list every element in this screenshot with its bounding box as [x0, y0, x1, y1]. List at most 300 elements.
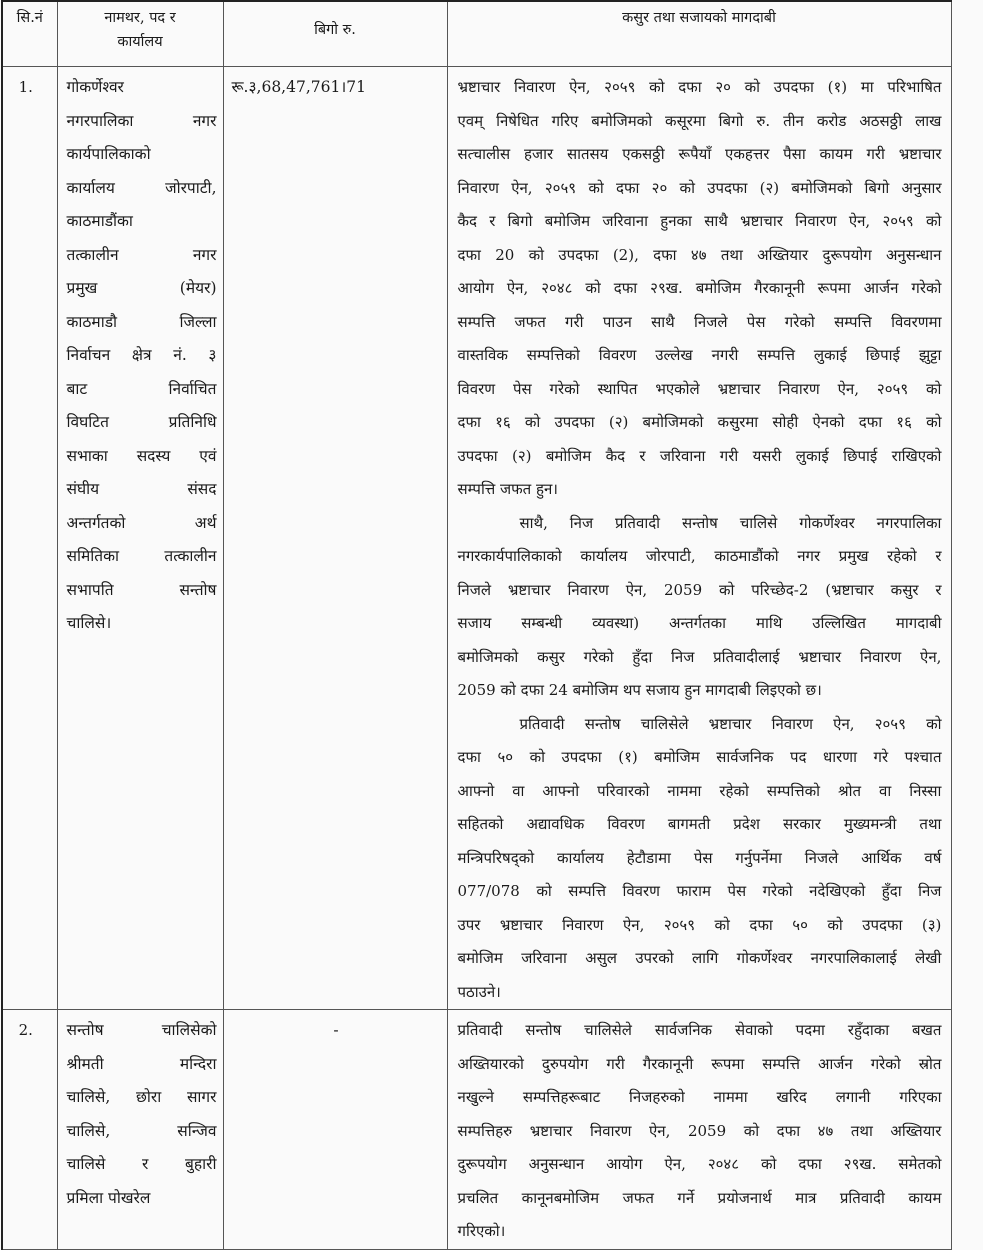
claim-word: अन्तर्गतका: [669, 614, 727, 632]
name-word: संसद: [187, 480, 217, 498]
claim-word: को: [585, 279, 601, 297]
claim-word: उल्लेख: [655, 346, 693, 364]
name-word: नगरपालिका: [66, 111, 134, 130]
claim-text-line: [458, 942, 942, 976]
claim-text-line: [458, 406, 942, 440]
claim-word: निवारण: [567, 580, 609, 599]
claim-word: दफा: [749, 915, 773, 934]
claim-text-line: [458, 976, 942, 1010]
name-word: विघटित: [66, 413, 109, 431]
claim-word: लेखी: [915, 949, 942, 967]
header-name: [57, 1, 223, 67]
name-line: [67, 1081, 217, 1115]
name-word: चालिसे: [66, 1155, 106, 1173]
claim-word: प्रतिवादीलाई: [713, 647, 780, 666]
claim-word: गरेको: [583, 647, 614, 666]
claim-word: श्रोत: [837, 781, 862, 800]
claim-word: २९ख.: [843, 1155, 877, 1173]
claim-word: गरी: [866, 145, 885, 163]
claim-word: को: [528, 245, 545, 264]
claim-word: को: [536, 882, 552, 900]
claim-word: कसुर: [537, 647, 565, 666]
claim-word: सजाय: [457, 614, 492, 632]
charge-table: [1, 0, 952, 1250]
claim-word: सन्तोष: [525, 1021, 562, 1039]
claim-word: आफ्नो: [457, 781, 495, 800]
claim-word: छिपाई: [865, 346, 900, 364]
claim-word: ४७: [690, 245, 707, 264]
claim-word: कैद: [605, 446, 626, 465]
claim-word: प्रतिवादी: [457, 1021, 503, 1039]
claim-word: खरिद: [776, 1088, 807, 1106]
name-word: मन्दिरा: [179, 1054, 217, 1073]
claim-word: समेतको: [898, 1155, 942, 1173]
claim-word: भ्रष्टाचार: [717, 379, 761, 398]
claim-word: सम्पत्ति: [757, 346, 795, 364]
header-name-line2: कार्यालय: [117, 34, 163, 50]
header-amount-text: बिगो रु.: [314, 22, 356, 38]
claim-word: नगरपालिकालाई: [810, 949, 897, 967]
claim-word: पश्चात: [904, 748, 942, 766]
claim-word: कैद: [457, 212, 477, 230]
claim-word: निस्सा: [909, 781, 942, 800]
claim-word: पद: [789, 748, 807, 766]
claim-text-line: [458, 909, 942, 943]
claim-word: निवारण: [562, 915, 604, 934]
claim-word: प्रदेश: [733, 815, 760, 833]
claim-word: जरिवाना: [659, 446, 706, 465]
claim-word: ऐनको: [812, 413, 845, 431]
claim-word: नखुल्ने: [457, 1088, 494, 1106]
claim-word: एकसठ्ठी: [622, 145, 665, 163]
claim-word: चालिसेले: [640, 714, 689, 733]
claim-word: वा: [512, 781, 525, 800]
header-amount: [223, 1, 447, 67]
claim-word: को: [649, 78, 665, 96]
name-word: बुहारी: [185, 1155, 217, 1173]
claim-text-line: [458, 1148, 942, 1182]
name-cell: [57, 1010, 223, 1250]
claim-word: बमोजिमको: [591, 111, 653, 130]
claim-text-line: [458, 1215, 942, 1249]
claim-word: ऐन,: [920, 647, 942, 666]
claim-word: दुरूपयोग: [822, 245, 872, 264]
claim-word: हुँदा: [881, 882, 902, 900]
claim-word: गर्ने: [677, 1188, 695, 1207]
claim-word: निषेधित: [496, 111, 539, 130]
claim-word: अनुसन्धान: [528, 1155, 585, 1173]
claim-word: अनुसन्धान: [885, 245, 942, 264]
header-claim-text: कसुर तथा सजायको मागदाबी: [622, 10, 776, 26]
name-word: समितिका: [66, 547, 120, 565]
claim-word: दफा: [858, 413, 883, 431]
name-word: जोरपाटी,: [165, 178, 217, 197]
claim-word: लुकाई: [795, 446, 829, 465]
claim-word: गरेको: [870, 1054, 901, 1073]
claim-word: तीन: [783, 111, 804, 130]
claim-word: रहुँदाका: [847, 1021, 890, 1039]
claim-word: कायम: [908, 1188, 942, 1207]
name-word: सागर: [186, 1088, 217, 1106]
claim-text-line: [458, 1048, 942, 1082]
claim-word: 2059: [687, 1121, 727, 1140]
name-line: [67, 1115, 217, 1149]
name-line: [67, 373, 217, 407]
name-word: तत्कालीन: [66, 245, 119, 264]
claim-word: करोड: [816, 111, 847, 130]
name-line: [67, 105, 217, 139]
name-line: [67, 205, 217, 239]
name-word: प्रमुख: [66, 279, 98, 297]
claim-word: प्रयोजनार्थ: [717, 1188, 772, 1207]
claim-text: पठाउने।: [457, 982, 501, 1001]
claim-word: गरेको: [911, 279, 942, 297]
claim-word: बमोजिमको: [457, 647, 519, 666]
claim-word: बागमती: [667, 815, 711, 833]
name-line: [67, 507, 217, 541]
serial-cell: [2, 1010, 57, 1250]
claim-word: मन्त्रिपरिषद्को: [457, 848, 535, 867]
name-word: ३: [208, 346, 217, 364]
claim-word: को: [926, 714, 942, 733]
claim-word: जरिवाना: [521, 949, 567, 967]
claim-word: विवरण: [622, 882, 660, 900]
claim-word: पाउन: [602, 312, 632, 331]
claim-word: व्यवस्था): [592, 614, 640, 632]
claim-text-line: [458, 708, 942, 742]
claim-word: फाराम: [676, 882, 711, 900]
claim-word: ४७: [817, 1121, 834, 1140]
claim-word: उपदफा: [558, 245, 599, 264]
name-word: सभाका: [66, 446, 108, 465]
claim-word: एवम्: [457, 111, 484, 130]
claim-text-line: [458, 339, 942, 373]
claim-word: को: [588, 178, 604, 197]
claim-word: आर्थिक: [861, 848, 902, 867]
claim-word: को: [529, 748, 545, 766]
claim-word: दफा: [613, 279, 638, 297]
claim-word: पेस: [746, 312, 766, 331]
name-word: सभापति: [66, 580, 114, 599]
name-line: [67, 71, 217, 105]
claim-word: स्रोत: [918, 1054, 942, 1073]
claim-word: चालिसे: [739, 513, 778, 532]
claim-word: 20: [495, 245, 515, 264]
claim-text-line: [458, 808, 942, 842]
claim-text: 2059 को दफा 24 बमोजिम थप सजाय हुन मागदाबी लिइएको छ।: [457, 681, 822, 699]
claim-word: सार्वजनिक: [716, 748, 774, 766]
claim-word: पेस: [512, 379, 532, 398]
claim-word: वर्ष: [924, 848, 942, 867]
claim-word: जफत: [514, 312, 546, 331]
claim-word: हेटौडामा: [626, 848, 671, 867]
claim-word: गरी: [565, 312, 584, 331]
claim-word: साथै: [651, 312, 675, 331]
claim-word: सम्पत्ति: [568, 882, 606, 900]
claim-word: मुख्यमन्त्री: [843, 815, 897, 833]
claim-word: यसरी: [752, 446, 782, 465]
claim-word: र: [639, 446, 646, 465]
claim-word: सम्पत्तिको: [766, 781, 820, 800]
name-word: अन्तर्गतको: [66, 513, 126, 532]
claim-word: उपदफा: [707, 178, 748, 197]
name-line: [67, 1048, 217, 1082]
claim-text-line: [458, 775, 942, 809]
claim-word: गरी: [719, 446, 739, 465]
claim-word: ऐन,: [569, 78, 591, 96]
claim-word: निज: [918, 882, 942, 900]
claim-word: बमोजिमको: [791, 178, 853, 197]
claim-word: प्रमुख: [838, 547, 869, 565]
claim-word: प्रतिवादी: [839, 1188, 885, 1207]
claim-word: जफत: [622, 1188, 654, 1207]
claim-word: १६: [495, 413, 511, 431]
claim-word: धारणा: [823, 748, 857, 766]
claim-word: निवारण: [859, 647, 902, 666]
claim-word: वा: [879, 781, 892, 800]
claim-word: नगरकार्यपालिकाको: [457, 547, 562, 565]
claim-word: सम्पत्ति: [457, 312, 496, 331]
claim-word: दफा: [457, 748, 481, 766]
claim-word: कानूनबमोजिम: [521, 1188, 600, 1207]
name-word: एवं: [199, 446, 217, 465]
claim-word: बखत: [912, 1021, 942, 1039]
claim-word: छिपाई: [843, 446, 878, 465]
claim-word: मागदाबी: [895, 614, 942, 632]
name-word: बाट: [66, 379, 88, 398]
claim-word: सम्पत्तिहरु: [457, 1121, 513, 1140]
claim-word: अनुसार: [901, 178, 942, 197]
claim-word: कार्यालय: [580, 547, 628, 565]
claim-word: अख्तियारको: [457, 1054, 524, 1073]
claim-word: सातसय: [566, 145, 609, 163]
claim-word: स्थापित: [597, 379, 638, 398]
claim-word: उपदफा: [561, 748, 602, 766]
name-word: र: [142, 1155, 149, 1173]
claim-text-line: [458, 71, 942, 105]
claim-word: माथि: [755, 614, 783, 632]
claim-word: २०५९: [874, 714, 906, 733]
header-claim: [447, 1, 951, 67]
name-word: चालिसेको: [161, 1021, 217, 1039]
claim-word: पेस: [693, 848, 713, 867]
claim-word: (१): [827, 78, 848, 96]
amount-value: -: [333, 1021, 339, 1039]
claim-word: गोकर्णेश्वर: [799, 513, 855, 532]
name-word: सदस्य: [136, 446, 171, 465]
claim-word: (2),: [612, 245, 639, 264]
header-name-line1: नामथर, पद र: [104, 10, 176, 26]
name-word: नगर: [192, 245, 217, 264]
claim-text-line: [458, 473, 942, 507]
claim-word: २०५९: [544, 178, 577, 197]
claim-word: सेवाको: [734, 1021, 773, 1039]
claim-text-line: [458, 1014, 942, 1048]
claim-word: असुल: [585, 949, 617, 967]
claim-word: को: [761, 1155, 777, 1173]
name-line: [67, 138, 217, 172]
serial-number: 2.: [18, 1021, 33, 1039]
claim-text-line: [458, 674, 942, 708]
claim-word: निजले: [804, 848, 839, 867]
claim-word: गरेको: [549, 379, 580, 398]
claim-word: लगानी: [835, 1088, 871, 1106]
amount-value: रू.३,68,47,761।71: [231, 78, 366, 96]
claim-word: अद्यावधिक: [526, 815, 585, 833]
claim-word: भ्रष्टाचार: [798, 647, 842, 666]
header-serial-text: सि.नं: [16, 10, 43, 26]
claim-word: निवारण: [771, 714, 813, 733]
claim-word: २९ख.: [650, 279, 683, 297]
claim-word: नाममा: [667, 781, 702, 800]
claim-word: नगरपालिका: [876, 513, 942, 532]
claim-text-line: [458, 105, 942, 139]
header-serial: [2, 1, 57, 67]
claim-word: दफा: [776, 1121, 801, 1140]
claim-word: को: [718, 580, 735, 599]
claim-word: सत्चालीस: [457, 145, 511, 163]
claim-word: नाममा: [713, 1088, 748, 1106]
claim-word: गैरकानूनी: [754, 279, 805, 297]
claim-word: परिवारको: [597, 781, 650, 800]
claim-word: १६: [896, 413, 912, 431]
claim-word: परिच्छेद-2: [751, 580, 809, 599]
claim-word: ऐन,: [664, 1155, 686, 1173]
name-word: सन्तोष: [179, 580, 217, 599]
claim-word: गोकर्णेश्वर: [736, 949, 793, 967]
claim-word: तथा: [850, 1121, 873, 1140]
claim-text-line: [458, 1115, 942, 1149]
claim-word: बिगो: [718, 111, 744, 130]
claim-word: मात्र: [795, 1188, 817, 1207]
claim-word: अठसठ्ठी: [859, 111, 903, 130]
name-line: [67, 607, 217, 641]
claim-word: भएकोले: [655, 379, 700, 398]
claim-word: दुरुपयोग: [541, 1054, 589, 1073]
claim-text-line: [458, 138, 942, 172]
claim-word: पैसा: [783, 145, 806, 163]
claim-text-line: [458, 1081, 942, 1115]
claim-word: २०: [715, 78, 731, 96]
name-word: छोरा: [136, 1088, 162, 1106]
claim-word: भ्रष्टाचार: [529, 1121, 573, 1140]
name-word: काठमाडौंका: [66, 212, 133, 230]
claim-word: निवारण: [590, 1121, 632, 1140]
claim-text-line: [458, 306, 942, 340]
claim-word: २०५९: [663, 915, 696, 934]
claim-word: २०४८: [541, 279, 573, 297]
name-word: सन्तोष: [66, 1021, 104, 1039]
claim-word: निजले: [693, 312, 728, 331]
claim-word: बमोजिम: [457, 949, 503, 967]
claim-word: निजहरुको: [629, 1088, 685, 1106]
claim-word: झुट्टा: [918, 346, 942, 364]
claim-word: को: [827, 915, 843, 934]
claim-word: निज: [671, 647, 695, 666]
claim-word: गरिए: [551, 111, 579, 130]
claim-word: उपदफा: [457, 446, 498, 465]
name-line: [67, 239, 217, 273]
claim-word: २०४८: [707, 1155, 740, 1173]
claim-word: २०: [651, 178, 668, 197]
claim-word: बमोजिम: [654, 748, 700, 766]
claim-word: सन्तोष: [584, 714, 621, 733]
claim-word: एकहत्तर: [725, 145, 770, 163]
claim-word: तथा: [720, 245, 743, 264]
name-word: प्रमिला पोखरेल: [66, 1188, 151, 1207]
claim-word: बमोजिम: [545, 446, 592, 465]
claim-word: गरे: [873, 748, 889, 766]
claim-word: आफ्नो: [542, 781, 580, 800]
claim-word: गैरकानूनी: [642, 1054, 694, 1073]
claim-word: ऐन,: [622, 915, 645, 934]
claim-word: परिभाषित: [887, 78, 942, 96]
name-word: तत्कालीन: [164, 547, 217, 565]
claim-word: उपदफा: [862, 915, 903, 934]
claim-word: सम्पत्ति: [834, 312, 872, 331]
claim-text-line: [458, 239, 942, 273]
claim-word: को: [743, 1121, 760, 1140]
claim-word: ऐन,: [506, 279, 529, 297]
name-word: नगर: [192, 111, 217, 130]
claim-word: पेस: [727, 882, 747, 900]
claim-word: २०५९: [876, 379, 909, 398]
claim-word: गर्नुपर्नेमा: [735, 848, 782, 867]
claim-word: आर्जन: [863, 279, 899, 297]
name-word: अर्थ: [194, 513, 217, 532]
table-header-row: [2, 1, 951, 67]
claim-word: रूपमा: [711, 1054, 745, 1073]
name-word: नं.: [173, 346, 187, 364]
claim-word: र: [489, 212, 496, 230]
claim-word: ऐन,: [848, 212, 871, 230]
claim-word: अख्तियार: [890, 1121, 942, 1140]
claim-word: हजार: [524, 145, 554, 163]
claim-word: काठमाडौंको: [714, 547, 779, 565]
claim-word: प्रतिवादी: [519, 714, 565, 733]
claim-word: उपरको: [635, 949, 674, 967]
claim-word: ऐन,: [649, 1121, 671, 1140]
claim-word: भ्रष्टाचार: [457, 78, 501, 96]
name-word: गोकर्णेश्वर: [66, 78, 124, 96]
name-line: [67, 172, 217, 206]
name-line: [67, 1148, 217, 1182]
claim-word: दफा: [457, 413, 481, 431]
claim-word: आयोग: [606, 1155, 643, 1173]
name-word: निर्वाचित: [168, 379, 217, 398]
table-row: [2, 1010, 951, 1250]
claim-word: नगर: [797, 547, 821, 565]
name-word: (मेयर): [179, 279, 217, 297]
claim-word: सरकार: [783, 815, 821, 833]
name-word: संघीय: [66, 480, 100, 498]
table-row: [2, 67, 951, 1010]
claim-word: ऐन,: [837, 379, 860, 398]
claim-word: को: [926, 379, 942, 398]
claim-word: बिगो: [864, 178, 890, 197]
claim-word: कसुरमा: [717, 413, 759, 431]
claim-word: को: [679, 178, 695, 197]
name-line: [67, 473, 217, 507]
claim-word: (२): [511, 446, 532, 465]
claim-word: निवारण: [778, 379, 820, 398]
claim-word: कसुर: [890, 580, 919, 599]
claim-word: लाख: [915, 111, 942, 130]
claim-word: लागि: [691, 949, 719, 967]
claim-cell: [447, 67, 951, 1010]
claim-word: २०५९: [604, 78, 636, 96]
claim-word: तथा: [919, 815, 942, 833]
